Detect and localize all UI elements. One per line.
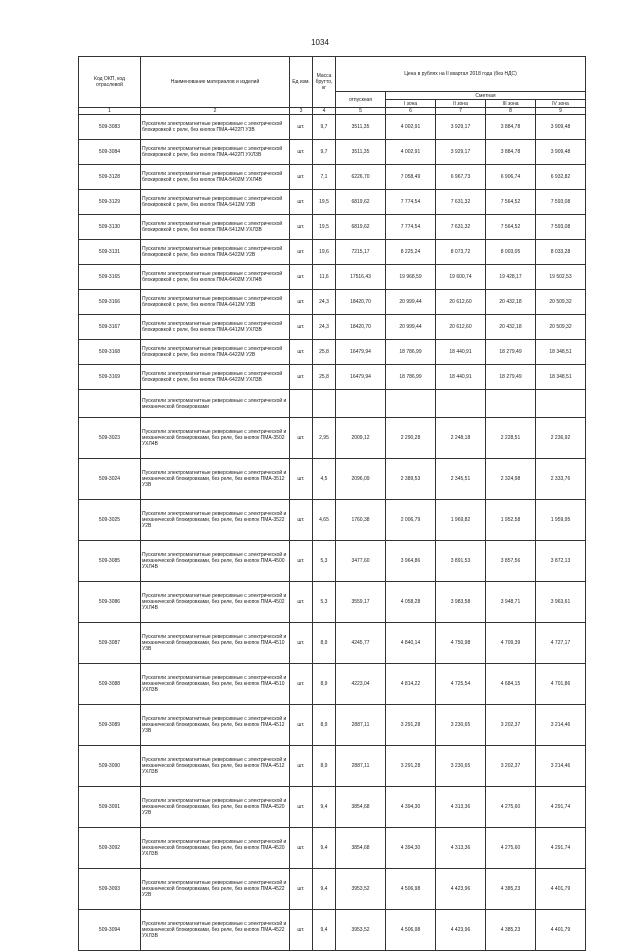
row-zone-3-price: 4 709,39 bbox=[486, 623, 536, 664]
row-zone-3-price: 4 275,60 bbox=[486, 787, 536, 828]
row-zone-3-price: 3 857,56 bbox=[486, 541, 536, 582]
row-release-price: 3854,68 bbox=[336, 828, 386, 869]
row-zone-1-price: 3 291,28 bbox=[386, 746, 436, 787]
section2-title-empty bbox=[436, 390, 486, 418]
row-zone-4-price: 7 593,08 bbox=[536, 190, 586, 215]
row-release-price: 16479,94 bbox=[336, 365, 386, 390]
row-unit: шт. bbox=[290, 365, 313, 390]
table-row bbox=[79, 787, 586, 828]
row-name: Пускатели электромагнитные реверсивные с электрической и механической блокировками, без реле, без кнопок ПМА-3502 УХЛ4В bbox=[141, 418, 290, 459]
row-mass: 5,3 bbox=[313, 541, 336, 582]
row-unit: шт. bbox=[290, 746, 313, 787]
row-code: 509-3169 bbox=[79, 365, 141, 390]
row-mass: 25,8 bbox=[313, 340, 336, 365]
row-unit: шт. bbox=[290, 215, 313, 240]
row-zone-2-price: 3 891,53 bbox=[436, 541, 486, 582]
row-zone-4-price: 20 509,32 bbox=[536, 290, 586, 315]
row-name: Пускатели электромагнитные реверсивные с электрической блокировкой с реле, без кнопок ПМА-5402М УХЛ4В bbox=[141, 165, 290, 190]
row-zone-1-price: 8 225,24 bbox=[386, 240, 436, 265]
table-row bbox=[79, 140, 586, 165]
row-code: 509-3088 bbox=[79, 664, 141, 705]
row-name: Пускатели электромагнитные реверсивные с электрической и механической блокировками, без реле, без кнопок ПМА-4512 У3В bbox=[141, 705, 290, 746]
row-code: 509-3084 bbox=[79, 140, 141, 165]
row-unit: шт. bbox=[290, 869, 313, 910]
table-row bbox=[79, 541, 586, 582]
row-unit: шт. bbox=[290, 140, 313, 165]
column-index: 6 bbox=[386, 108, 436, 115]
row-zone-1-price: 4 002,91 bbox=[386, 115, 436, 140]
row-zone-2-price: 1 969,82 bbox=[436, 500, 486, 541]
row-mass: 8,9 bbox=[313, 705, 336, 746]
row-name: Пускатели электромагнитные реверсивные с электрической и механической блокировками, без реле, без кнопок ПМА-4520 У2В bbox=[141, 787, 290, 828]
row-mass: 8,9 bbox=[313, 623, 336, 664]
row-zone-1-price: 19 968,59 bbox=[386, 265, 436, 290]
column-index: 8 bbox=[486, 108, 536, 115]
row-code: 509-3023 bbox=[79, 418, 141, 459]
table-row bbox=[79, 500, 586, 541]
row-mass: 8,9 bbox=[313, 746, 336, 787]
row-name: Пускатели электромагнитные реверсивные с электрической и механической блокировками, без реле, без кнопок ПМА-4502 УХЛ4В bbox=[141, 582, 290, 623]
table-row bbox=[79, 240, 586, 265]
section2-body bbox=[79, 418, 586, 951]
table-row bbox=[79, 418, 586, 459]
row-code: 509-3129 bbox=[79, 190, 141, 215]
row-zone-1-price: 20 999,44 bbox=[386, 315, 436, 340]
column-index-row bbox=[79, 108, 586, 115]
row-name: Пускатели электромагнитные реверсивные с электрической блокировкой с реле, без кнопок ПМА-5412М УХЛ3В bbox=[141, 215, 290, 240]
row-name: Пускатели электромагнитные реверсивные с электрической блокировкой с реле, без кнопок ПМА-5412М У3В bbox=[141, 190, 290, 215]
row-release-price: 4223,04 bbox=[336, 664, 386, 705]
row-zone-4-price: 19 502,53 bbox=[536, 265, 586, 290]
header-price-group: Цена в рублях на II квартал 2018 года (без НДС) bbox=[336, 57, 586, 92]
row-mass: 7,1 bbox=[313, 165, 336, 190]
row-zone-2-price: 4 313,36 bbox=[436, 787, 486, 828]
row-release-price: 3854,68 bbox=[336, 787, 386, 828]
row-code: 509-3085 bbox=[79, 541, 141, 582]
row-code: 509-3168 bbox=[79, 340, 141, 365]
row-code: 509-3094 bbox=[79, 910, 141, 951]
row-release-price: 2009,12 bbox=[336, 418, 386, 459]
row-name: Пускатели электромагнитные реверсивные с электрической блокировкой с реле, без кнопок ПМА-4422П У3В bbox=[141, 115, 290, 140]
row-zone-1-price: 18 786,99 bbox=[386, 365, 436, 390]
row-mass: 19,5 bbox=[313, 215, 336, 240]
row-code: 509-3025 bbox=[79, 500, 141, 541]
row-zone-4-price: 3 909,48 bbox=[536, 140, 586, 165]
row-zone-1-price: 3 291,28 bbox=[386, 705, 436, 746]
row-unit: шт. bbox=[290, 165, 313, 190]
table-row bbox=[79, 705, 586, 746]
row-zone-3-price: 3 202,37 bbox=[486, 705, 536, 746]
row-unit: шт. bbox=[290, 910, 313, 951]
row-zone-1-price: 4 814,22 bbox=[386, 664, 436, 705]
row-zone-4-price: 4 727,17 bbox=[536, 623, 586, 664]
row-zone-3-price: 4 275,60 bbox=[486, 828, 536, 869]
row-name: Пускатели электромагнитные реверсивные с электрической блокировкой с реле, без кнопок ПМА-6402М УХЛ4В bbox=[141, 265, 290, 290]
price-table bbox=[78, 56, 586, 951]
row-mass: 9,4 bbox=[313, 787, 336, 828]
table-row bbox=[79, 165, 586, 190]
column-index: 3 bbox=[290, 108, 313, 115]
header-mass: Масса брутто, кг bbox=[313, 57, 336, 108]
table-row bbox=[79, 115, 586, 140]
row-zone-3-price: 3 948,71 bbox=[486, 582, 536, 623]
table-row bbox=[79, 340, 586, 365]
row-zone-3-price: 7 564,52 bbox=[486, 215, 536, 240]
column-index: 7 bbox=[436, 108, 486, 115]
row-zone-2-price: 3 983,58 bbox=[436, 582, 486, 623]
row-unit: шт. bbox=[290, 582, 313, 623]
row-zone-3-price: 3 884,78 bbox=[486, 115, 536, 140]
row-code: 509-3089 bbox=[79, 705, 141, 746]
table-row bbox=[79, 869, 586, 910]
row-release-price: 4245,77 bbox=[336, 623, 386, 664]
row-name: Пускатели электромагнитные реверсивные с электрической блокировкой с реле, без кнопок ПМА-4422П УХЛ3В bbox=[141, 140, 290, 165]
section2-title-empty bbox=[313, 390, 336, 418]
row-zone-2-price: 18 440,91 bbox=[436, 340, 486, 365]
row-code: 509-3090 bbox=[79, 746, 141, 787]
row-unit: шт. bbox=[290, 664, 313, 705]
row-unit: шт. bbox=[290, 705, 313, 746]
row-zone-1-price: 4 506,98 bbox=[386, 869, 436, 910]
row-unit: шт. bbox=[290, 115, 313, 140]
row-release-price: 18420,70 bbox=[336, 290, 386, 315]
row-zone-2-price: 3 230,65 bbox=[436, 705, 486, 746]
table-row bbox=[79, 290, 586, 315]
row-code: 509-3166 bbox=[79, 290, 141, 315]
row-name: Пускатели электромагнитные реверсивные с электрической и механической блокировками, без реле, без кнопок ПМА-3512 У3В bbox=[141, 459, 290, 500]
table-row bbox=[79, 265, 586, 290]
row-release-price: 6819,62 bbox=[336, 215, 386, 240]
column-index: 4 bbox=[313, 108, 336, 115]
row-zone-1-price: 4 002,91 bbox=[386, 140, 436, 165]
row-mass: 2,95 bbox=[313, 418, 336, 459]
row-code: 509-3086 bbox=[79, 582, 141, 623]
row-zone-1-price: 7 058,49 bbox=[386, 165, 436, 190]
row-release-price: 2887,11 bbox=[336, 746, 386, 787]
row-release-price: 7215,17 bbox=[336, 240, 386, 265]
row-zone-3-price: 20 432,18 bbox=[486, 290, 536, 315]
header-zone-2: II зона bbox=[436, 100, 486, 108]
row-zone-3-price: 7 564,52 bbox=[486, 190, 536, 215]
column-index: 1 bbox=[79, 108, 141, 115]
row-zone-2-price: 3 230,65 bbox=[436, 746, 486, 787]
row-zone-3-price: 4 684,15 bbox=[486, 664, 536, 705]
row-name: Пускатели электромагнитные реверсивные с электрической блокировкой с реле, без кнопок ПМА-6422М УХЛ3В bbox=[141, 365, 290, 390]
row-zone-1-price: 20 999,44 bbox=[386, 290, 436, 315]
row-code: 509-3130 bbox=[79, 215, 141, 240]
row-unit: шт. bbox=[290, 787, 313, 828]
row-zone-2-price: 4 750,98 bbox=[436, 623, 486, 664]
row-mass: 9,4 bbox=[313, 869, 336, 910]
row-mass: 5,3 bbox=[313, 582, 336, 623]
row-zone-2-price: 20 612,60 bbox=[436, 290, 486, 315]
row-code: 509-3165 bbox=[79, 265, 141, 290]
row-mass: 9,4 bbox=[313, 828, 336, 869]
row-release-price: 6226,70 bbox=[336, 165, 386, 190]
row-zone-2-price: 18 440,91 bbox=[436, 365, 486, 390]
row-zone-3-price: 2 324,98 bbox=[486, 459, 536, 500]
header-zone-3: III зона bbox=[486, 100, 536, 108]
table-row bbox=[79, 828, 586, 869]
row-release-price: 3953,52 bbox=[336, 910, 386, 951]
row-zone-3-price: 8 003,05 bbox=[486, 240, 536, 265]
section2-title: Пускатели электромагнитные реверсивные с электрической и механической блокировками bbox=[141, 390, 290, 418]
row-code: 509-3024 bbox=[79, 459, 141, 500]
row-zone-2-price: 2 345,51 bbox=[436, 459, 486, 500]
row-name: Пускатели электромагнитные реверсивные с электрической и механической блокировками, без реле, без кнопок ПМА-4522 У2В bbox=[141, 869, 290, 910]
row-release-price: 18420,70 bbox=[336, 315, 386, 340]
row-zone-3-price: 20 432,18 bbox=[486, 315, 536, 340]
row-release-price: 3511,35 bbox=[336, 140, 386, 165]
row-zone-4-price: 8 033,28 bbox=[536, 240, 586, 265]
column-index: 2 bbox=[141, 108, 290, 115]
row-zone-2-price: 2 248,18 bbox=[436, 418, 486, 459]
row-zone-2-price: 4 725,54 bbox=[436, 664, 486, 705]
header-code: Код ОКП, код отраслевой bbox=[79, 57, 141, 108]
row-zone-4-price: 2 236,92 bbox=[536, 418, 586, 459]
row-zone-3-price: 6 906,74 bbox=[486, 165, 536, 190]
table-row bbox=[79, 910, 586, 951]
row-release-price: 1760,38 bbox=[336, 500, 386, 541]
row-unit: шт. bbox=[290, 315, 313, 340]
row-zone-3-price: 18 279,49 bbox=[486, 365, 536, 390]
row-zone-4-price: 6 932,82 bbox=[536, 165, 586, 190]
row-zone-4-price: 4 401,79 bbox=[536, 910, 586, 951]
row-name: Пускатели электромагнитные реверсивные с электрической блокировкой с реле, без кнопок ПМА-5422М У2В bbox=[141, 240, 290, 265]
row-zone-4-price: 3 909,48 bbox=[536, 115, 586, 140]
row-release-price: 6819,62 bbox=[336, 190, 386, 215]
row-zone-2-price: 6 967,73 bbox=[436, 165, 486, 190]
section2-title-empty bbox=[386, 390, 436, 418]
section1-body bbox=[79, 115, 586, 390]
row-code: 509-3131 bbox=[79, 240, 141, 265]
row-code: 509-3167 bbox=[79, 315, 141, 340]
row-zone-1-price: 7 774,54 bbox=[386, 190, 436, 215]
row-zone-1-price: 2 006,79 bbox=[386, 500, 436, 541]
row-zone-1-price: 4 058,28 bbox=[386, 582, 436, 623]
row-zone-2-price: 20 612,60 bbox=[436, 315, 486, 340]
row-code: 509-3087 bbox=[79, 623, 141, 664]
row-code: 509-3093 bbox=[79, 869, 141, 910]
row-unit: шт. bbox=[290, 459, 313, 500]
row-zone-2-price: 7 631,32 bbox=[436, 215, 486, 240]
row-zone-1-price: 2 290,28 bbox=[386, 418, 436, 459]
row-unit: шт. bbox=[290, 828, 313, 869]
row-name: Пускатели электромагнитные реверсивные с электрической и механической блокировками, без реле, без кнопок ПМА-4500 УХЛ4В bbox=[141, 541, 290, 582]
row-unit: шт. bbox=[290, 290, 313, 315]
table-row bbox=[79, 582, 586, 623]
row-release-price: 3511,35 bbox=[336, 115, 386, 140]
row-unit: шт. bbox=[290, 240, 313, 265]
row-unit: шт. bbox=[290, 340, 313, 365]
table-row bbox=[79, 746, 586, 787]
row-mass: 24,3 bbox=[313, 290, 336, 315]
row-zone-4-price: 3 214,46 bbox=[536, 705, 586, 746]
row-release-price: 16479,94 bbox=[336, 340, 386, 365]
row-release-price: 2887,11 bbox=[336, 705, 386, 746]
section2-title-empty bbox=[536, 390, 586, 418]
row-zone-3-price: 3 202,37 bbox=[486, 746, 536, 787]
section2-title-empty bbox=[290, 390, 313, 418]
row-zone-4-price: 4 291,74 bbox=[536, 787, 586, 828]
row-zone-3-price: 3 884,78 bbox=[486, 140, 536, 165]
header-name: Наименование материалов и изделий bbox=[141, 57, 290, 108]
row-zone-4-price: 18 348,51 bbox=[536, 365, 586, 390]
table-row bbox=[79, 215, 586, 240]
row-unit: шт. bbox=[290, 418, 313, 459]
row-name: Пускатели электромагнитные реверсивные с электрической блокировкой с реле, без кнопок ПМА-6412М УХЛ3В bbox=[141, 315, 290, 340]
row-name: Пускатели электромагнитные реверсивные с электрической и механической блокировками, без реле, без кнопок ПМА-3522 У2В bbox=[141, 500, 290, 541]
row-zone-3-price: 1 952,58 bbox=[486, 500, 536, 541]
row-zone-4-price: 4 701,86 bbox=[536, 664, 586, 705]
row-mass: 8,9 bbox=[313, 664, 336, 705]
row-zone-2-price: 4 423,96 bbox=[436, 869, 486, 910]
header-estimate: Сметная bbox=[386, 92, 586, 100]
row-zone-1-price: 3 964,86 bbox=[386, 541, 436, 582]
header-zone-1: I зона bbox=[386, 100, 436, 108]
row-release-price: 2096,09 bbox=[336, 459, 386, 500]
table-row bbox=[79, 664, 586, 705]
row-mass: 9,7 bbox=[313, 115, 336, 140]
row-code: 509-3083 bbox=[79, 115, 141, 140]
row-mass: 25,8 bbox=[313, 365, 336, 390]
row-release-price: 3477,60 bbox=[336, 541, 386, 582]
row-code: 509-3128 bbox=[79, 165, 141, 190]
row-code: 509-3092 bbox=[79, 828, 141, 869]
row-zone-4-price: 3 214,46 bbox=[536, 746, 586, 787]
header-release: отпускная bbox=[336, 92, 386, 108]
row-zone-3-price: 19 428,17 bbox=[486, 265, 536, 290]
row-zone-4-price: 3 872,13 bbox=[536, 541, 586, 582]
page-number: 1034 bbox=[311, 38, 329, 47]
row-mass: 4,65 bbox=[313, 500, 336, 541]
row-zone-2-price: 3 929,17 bbox=[436, 115, 486, 140]
row-name: Пускатели электромагнитные реверсивные с электрической блокировкой с реле, без кнопок ПМА-6422М У2В bbox=[141, 340, 290, 365]
header-zone-4: IV зона bbox=[536, 100, 586, 108]
row-zone-4-price: 4 401,79 bbox=[536, 869, 586, 910]
row-zone-2-price: 8 073,72 bbox=[436, 240, 486, 265]
table-row bbox=[79, 365, 586, 390]
header-unit: Ед изм. bbox=[290, 57, 313, 108]
row-zone-1-price: 2 389,53 bbox=[386, 459, 436, 500]
column-index: 5 bbox=[336, 108, 386, 115]
row-zone-4-price: 3 963,61 bbox=[536, 582, 586, 623]
row-zone-4-price: 4 291,74 bbox=[536, 828, 586, 869]
column-index: 9 bbox=[536, 108, 586, 115]
row-zone-3-price: 4 385,23 bbox=[486, 869, 536, 910]
row-code: 509-3091 bbox=[79, 787, 141, 828]
row-zone-2-price: 19 600,74 bbox=[436, 265, 486, 290]
row-zone-4-price: 1 959,95 bbox=[536, 500, 586, 541]
row-zone-4-price: 20 509,32 bbox=[536, 315, 586, 340]
row-zone-2-price: 7 631,32 bbox=[436, 190, 486, 215]
row-name: Пускатели электромагнитные реверсивные с электрической и механической блокировками, без реле, без кнопок ПМА-4512 УХЛ3В bbox=[141, 746, 290, 787]
row-unit: шт. bbox=[290, 500, 313, 541]
table-row bbox=[79, 459, 586, 500]
row-mass: 9,4 bbox=[313, 910, 336, 951]
row-release-price: 17516,43 bbox=[336, 265, 386, 290]
row-zone-4-price: 2 333,76 bbox=[536, 459, 586, 500]
row-zone-3-price: 18 279,49 bbox=[486, 340, 536, 365]
row-name: Пускатели электромагнитные реверсивные с электрической и механической блокировками, без реле, без кнопок ПМА-4510 УХЛ3В bbox=[141, 664, 290, 705]
row-zone-1-price: 4 394,30 bbox=[386, 828, 436, 869]
row-zone-1-price: 4 394,30 bbox=[386, 787, 436, 828]
row-name: Пускатели электромагнитные реверсивные с электрической и механической блокировками, без реле, без кнопок ПМА-4510 У3В bbox=[141, 623, 290, 664]
row-zone-3-price: 4 385,23 bbox=[486, 910, 536, 951]
table-row bbox=[79, 623, 586, 664]
row-unit: шт. bbox=[290, 541, 313, 582]
row-name: Пускатели электромагнитные реверсивные с электрической и механической блокировками, без реле, без кнопок ПМА-4520 УХЛ3В bbox=[141, 828, 290, 869]
table-row bbox=[79, 315, 586, 340]
row-zone-3-price: 2 228,51 bbox=[486, 418, 536, 459]
row-mass: 4,5 bbox=[313, 459, 336, 500]
row-zone-2-price: 4 423,96 bbox=[436, 910, 486, 951]
row-release-price: 3953,52 bbox=[336, 869, 386, 910]
row-mass: 19,6 bbox=[313, 240, 336, 265]
row-unit: шт. bbox=[290, 623, 313, 664]
table-row bbox=[79, 190, 586, 215]
section2-title-empty bbox=[336, 390, 386, 418]
row-zone-2-price: 4 313,36 bbox=[436, 828, 486, 869]
row-unit: шт. bbox=[290, 190, 313, 215]
row-zone-4-price: 18 348,51 bbox=[536, 340, 586, 365]
row-mass: 19,5 bbox=[313, 190, 336, 215]
row-zone-4-price: 7 593,08 bbox=[536, 215, 586, 240]
section2-title-empty bbox=[486, 390, 536, 418]
row-name: Пускатели электромагнитные реверсивные с электрической блокировкой с реле, без кнопок ПМА-6412М У3В bbox=[141, 290, 290, 315]
section2-header-body bbox=[79, 390, 586, 418]
row-mass: 9,7 bbox=[313, 140, 336, 165]
row-unit: шт. bbox=[290, 265, 313, 290]
row-zone-1-price: 18 786,99 bbox=[386, 340, 436, 365]
row-zone-1-price: 4 840,14 bbox=[386, 623, 436, 664]
row-mass: 24,3 bbox=[313, 315, 336, 340]
row-zone-1-price: 7 774,54 bbox=[386, 215, 436, 240]
row-zone-1-price: 4 506,98 bbox=[386, 910, 436, 951]
row-zone-2-price: 3 929,17 bbox=[436, 140, 486, 165]
row-release-price: 3559,17 bbox=[336, 582, 386, 623]
section2-title-code-cell bbox=[79, 390, 141, 418]
row-name: Пускатели электромагнитные реверсивные с электрической и механической блокировками, без реле, без кнопок ПМА-4522 УХЛ3В bbox=[141, 910, 290, 951]
row-mass: 11,6 bbox=[313, 265, 336, 290]
